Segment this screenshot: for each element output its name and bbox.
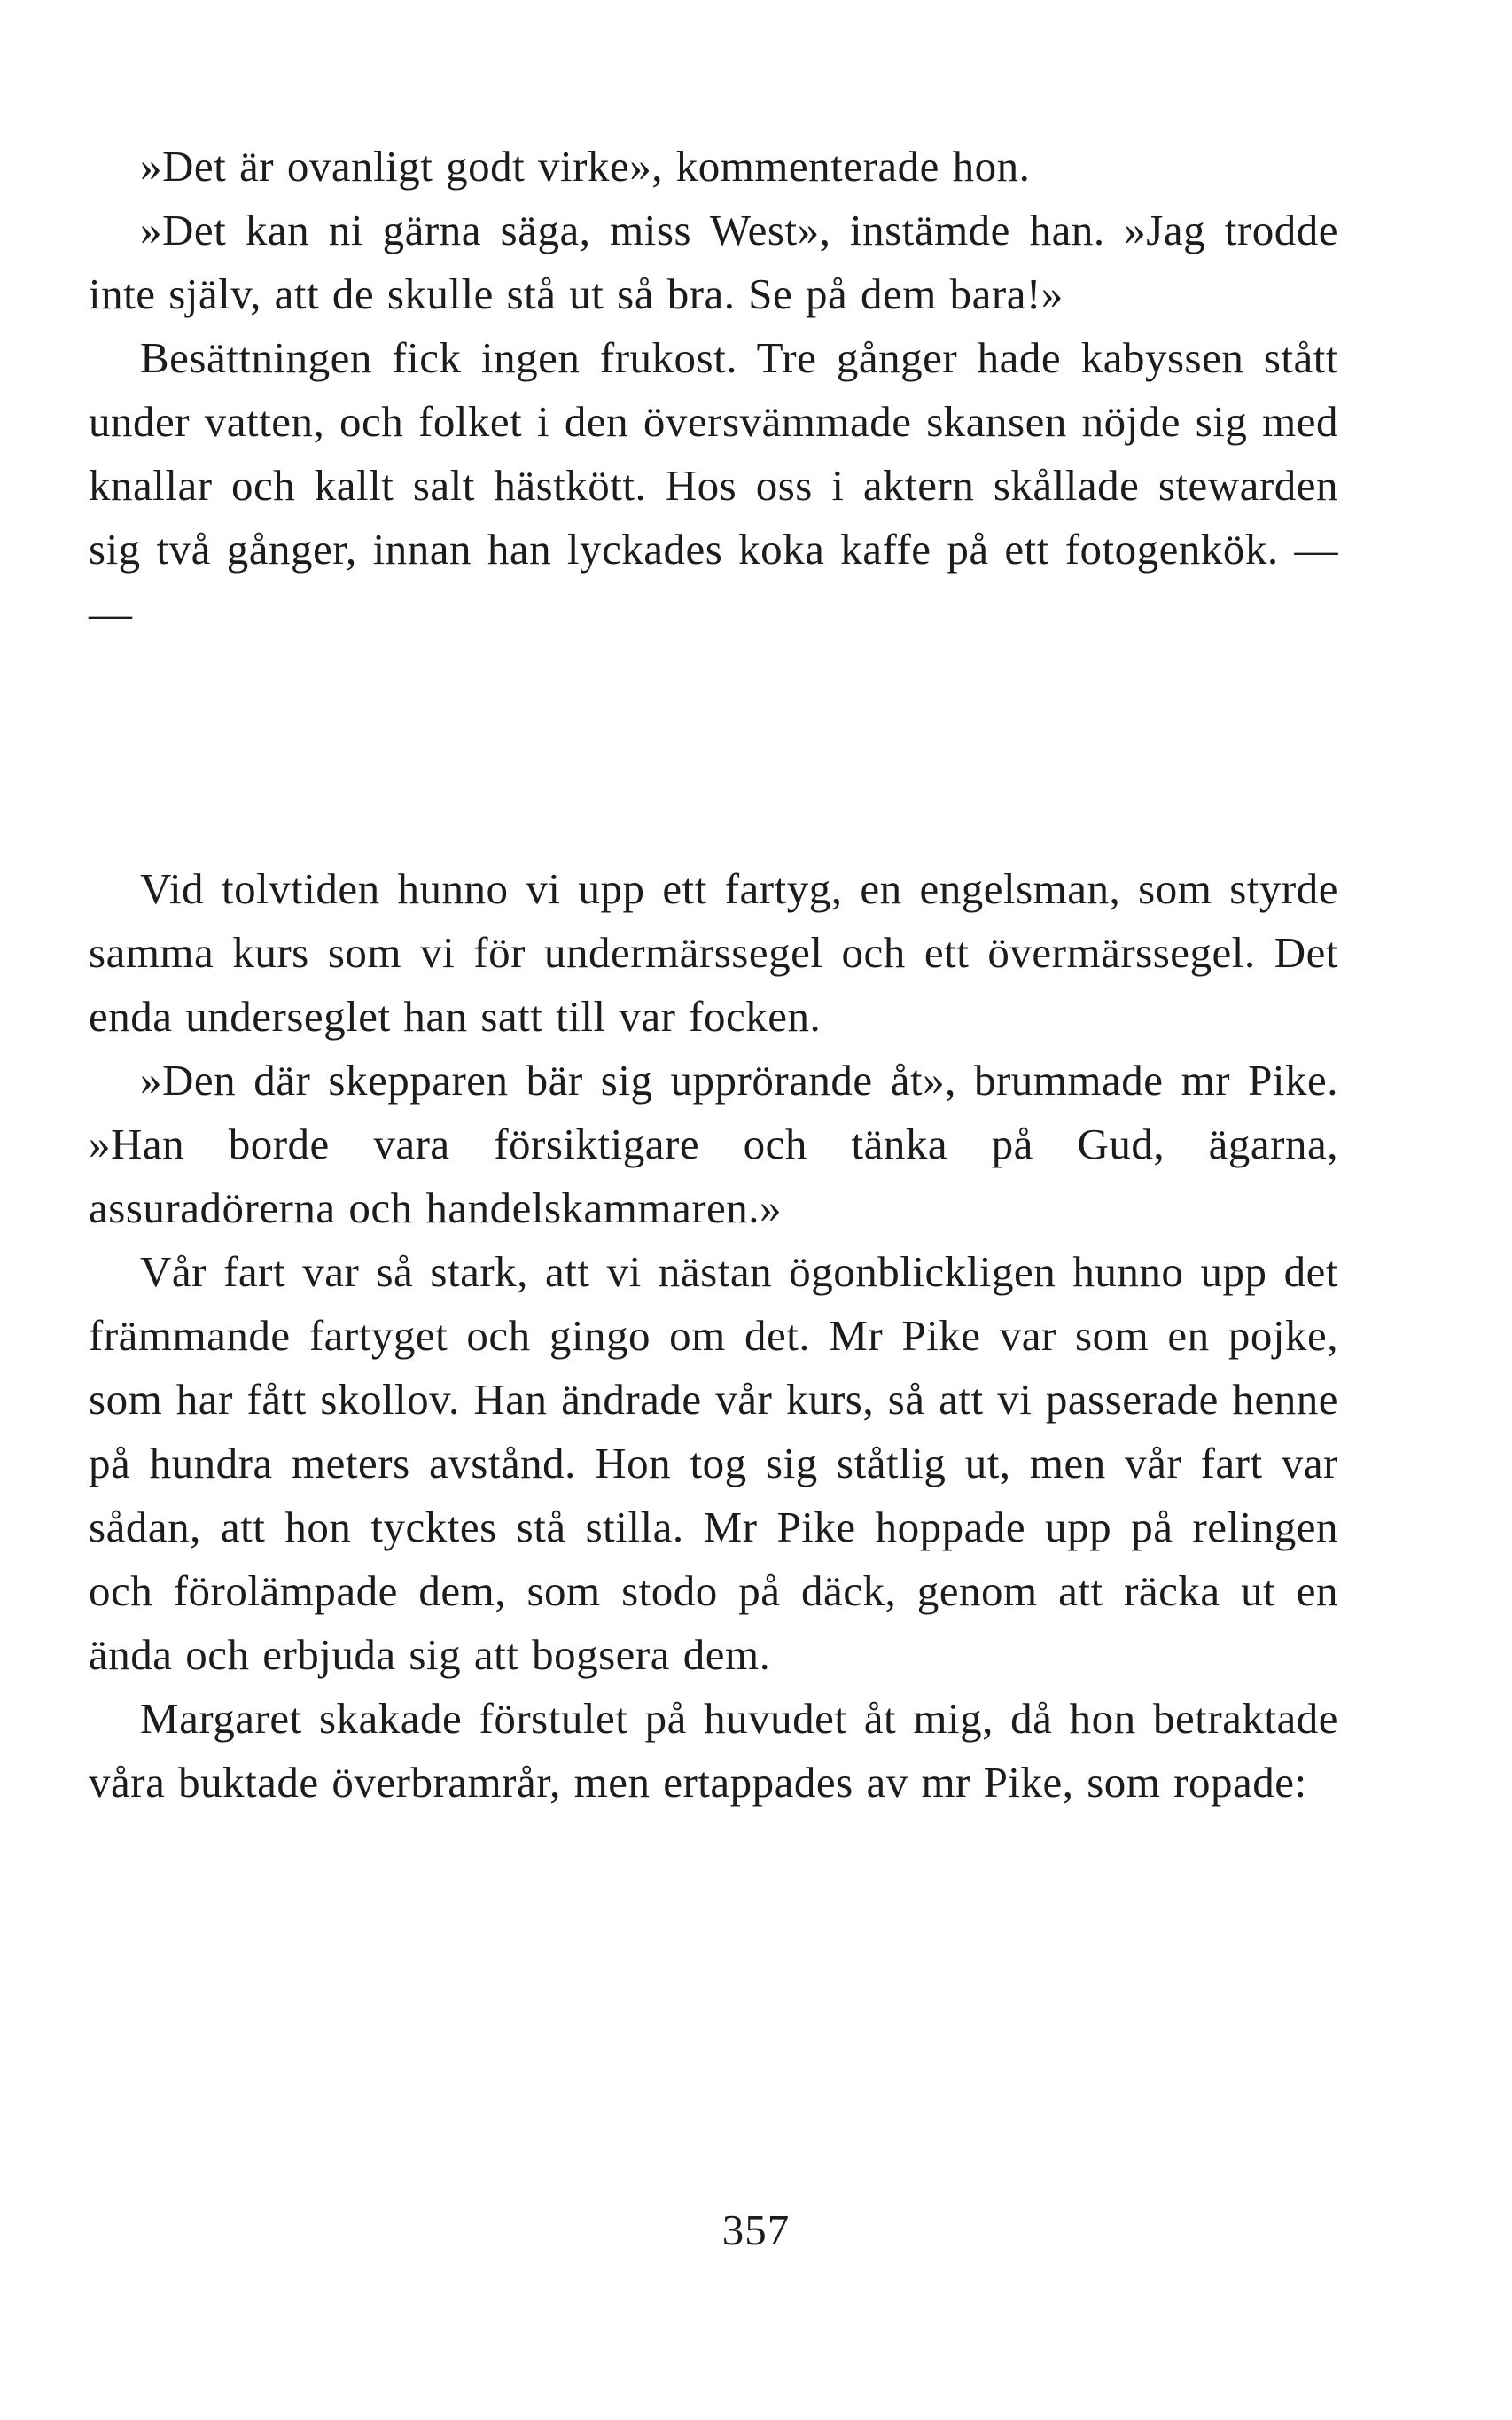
paragraph: Vid tolvtiden hunno vi upp ett fartyg, en engelsman, som styrde samma kurs som vi för undermärssegel och ett övermärssegel. Det enda underseglet han satt till var focken. [89, 864, 1338, 1041]
text-section-1 [89, 135, 1338, 645]
paragraph: Margaret skakade förstulet på huvudet åt mig, då hon betraktade våra buktade överbramrår, men ertappades av mr Pike, som ropade: [89, 1694, 1338, 1807]
paragraph: »Det kan ni gärna säga, miss West», instämde han. »Jag trodde inte själv, att de skulle stå ut så bra. Se på dem bara!» [89, 206, 1338, 318]
page-number: 357 [721, 2205, 791, 2254]
paragraph: Besättningen fick ingen frukost. Tre gånger hade kabyssen stått under vatten, och folket i den översvämmade skansen nöjde sig med knallar och kallt salt hästkött. Hos oss i aktern skållade stewarden sig två gånger, innan han lyckades koka kaffe på ett fotogenkök. — — [89, 333, 1338, 637]
text-section-2 [89, 857, 1338, 1815]
paragraph: »Den där skepparen bär sig upprörande åt», brummade mr Pike. »Han borde vara försiktigare och tänka på Gud, ägarna, assuradörerna och handelskammaren.» [89, 1056, 1338, 1232]
paragraph: Vår fart var så stark, att vi nästan ögonblickligen hunno upp det främmande fartyget och gingo om det. Mr Pike var som en pojke, som har fått skollov. Han ändrade vår kurs, så att vi passerade henne på hundra meters avstånd. Hon tog sig ståtlig ut, men vår fart var sådan, att hon tycktes stå stilla. Mr Pike hoppade upp på relingen och förolämpade dem, som stodo på däck, genom att räcka ut en ända och erbjuda sig att bogsera dem. [89, 1247, 1338, 1679]
paragraph: »Det är ovanligt godt virke», kommenterade hon. [140, 142, 1031, 191]
